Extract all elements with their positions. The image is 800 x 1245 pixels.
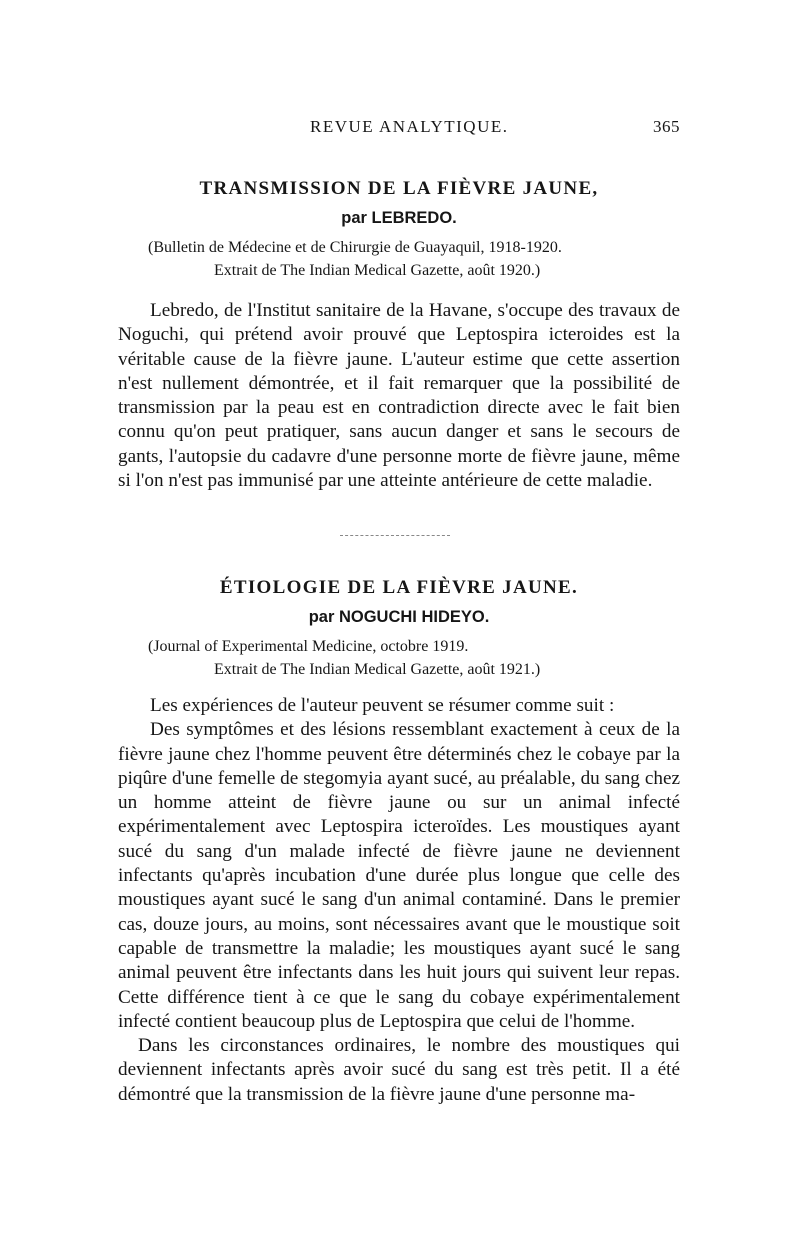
article-paragraph: Dans les circonstances ordinaires, le nombre des moustiques qui deviennent infectants après avoir sucé du sang est très petit. Il a été démontré que la transmission de la fièvre jaune d'une personne ma-	[118, 1035, 680, 1105]
article-source	[118, 236, 680, 282]
page-number: 365	[653, 117, 680, 136]
article-title: ÉTIOLOGIE DE LA FIÈVRE JAUNE.	[219, 577, 579, 598]
article-paragraph: Lebredo, de l'Institut sanitaire de la Havane, s'occupe des travaux de Noguchi, qui prétend avoir prouvé que Leptospira icteroides est la véritable cause de la fièvre jaune. L'auteur estime que cette assertion n'est nullement démontrée, et il fait remarquer que la possibilité de transmission par la peau est en contradiction directe avec le fait bien connu qu'on peut pratiquer, sans aucun danger et sans le secours de gants, l'autopsie du cadavre d'une personne morte de fièvre jaune, même si l'on n'est pas immunisé par une atteinte antérieure de cette maladie.	[118, 300, 680, 492]
article-title: TRANSMISSION DE LA FIÈVRE JAUNE,	[199, 178, 599, 199]
article-source	[118, 635, 680, 681]
article-author: par LEBREDO.	[341, 209, 457, 227]
section-separator	[340, 535, 450, 536]
running-head-title: REVUE ANALYTIQUE.	[310, 117, 509, 136]
article-lebredo	[118, 176, 680, 493]
source-line: (Journal of Experimental Medicine, octobre 1919.	[148, 638, 469, 655]
article-paragraph: Des symptômes et des lésions ressemblant exactement à ceux de la fièvre jaune chez l'homme peuvent être déterminés chez le cobaye par la piqûre d'une femelle de stegomyia ayant sucé, au préalable, du sang chez un homme atteint de fièvre jaune ou sur un animal infecté expérimentalement avec Leptospira icteroïdes. Les moustiques ayant sucé du sang d'un malade infecté de fièvre jaune ne deviennent infectants qu'après incubation d'une durée plus longue que celle des moustiques ayant sucé le sang d'un animal contaminé. Dans le premier cas, douze jours, au moins, sont nécessaires avant que le moustique soit capable de transmettre la maladie; les moustiques ayant sucé le sang animal peuvent être infectants dans les huit jours qui suivent leur repas. Cette différence tient à ce que le sang du cobaye expérimentalement infecté contient beaucoup plus de Leptospira que celui de l'homme.	[118, 719, 680, 1032]
source-line: Extrait de The Indian Medical Gazette, août 1920.)	[214, 262, 541, 279]
article-noguchi	[118, 575, 680, 1107]
article-lead: Les expériences de l'auteur peuvent se résumer comme suit :	[150, 695, 615, 716]
running-head	[120, 117, 680, 141]
source-line: (Bulletin de Médecine et de Chirurgie de Guayaquil, 1918-1920.	[148, 239, 562, 256]
source-line: Extrait de The Indian Medical Gazette, août 1921.)	[214, 661, 541, 678]
article-author: par NOGUCHI HIDEYO.	[308, 608, 490, 626]
